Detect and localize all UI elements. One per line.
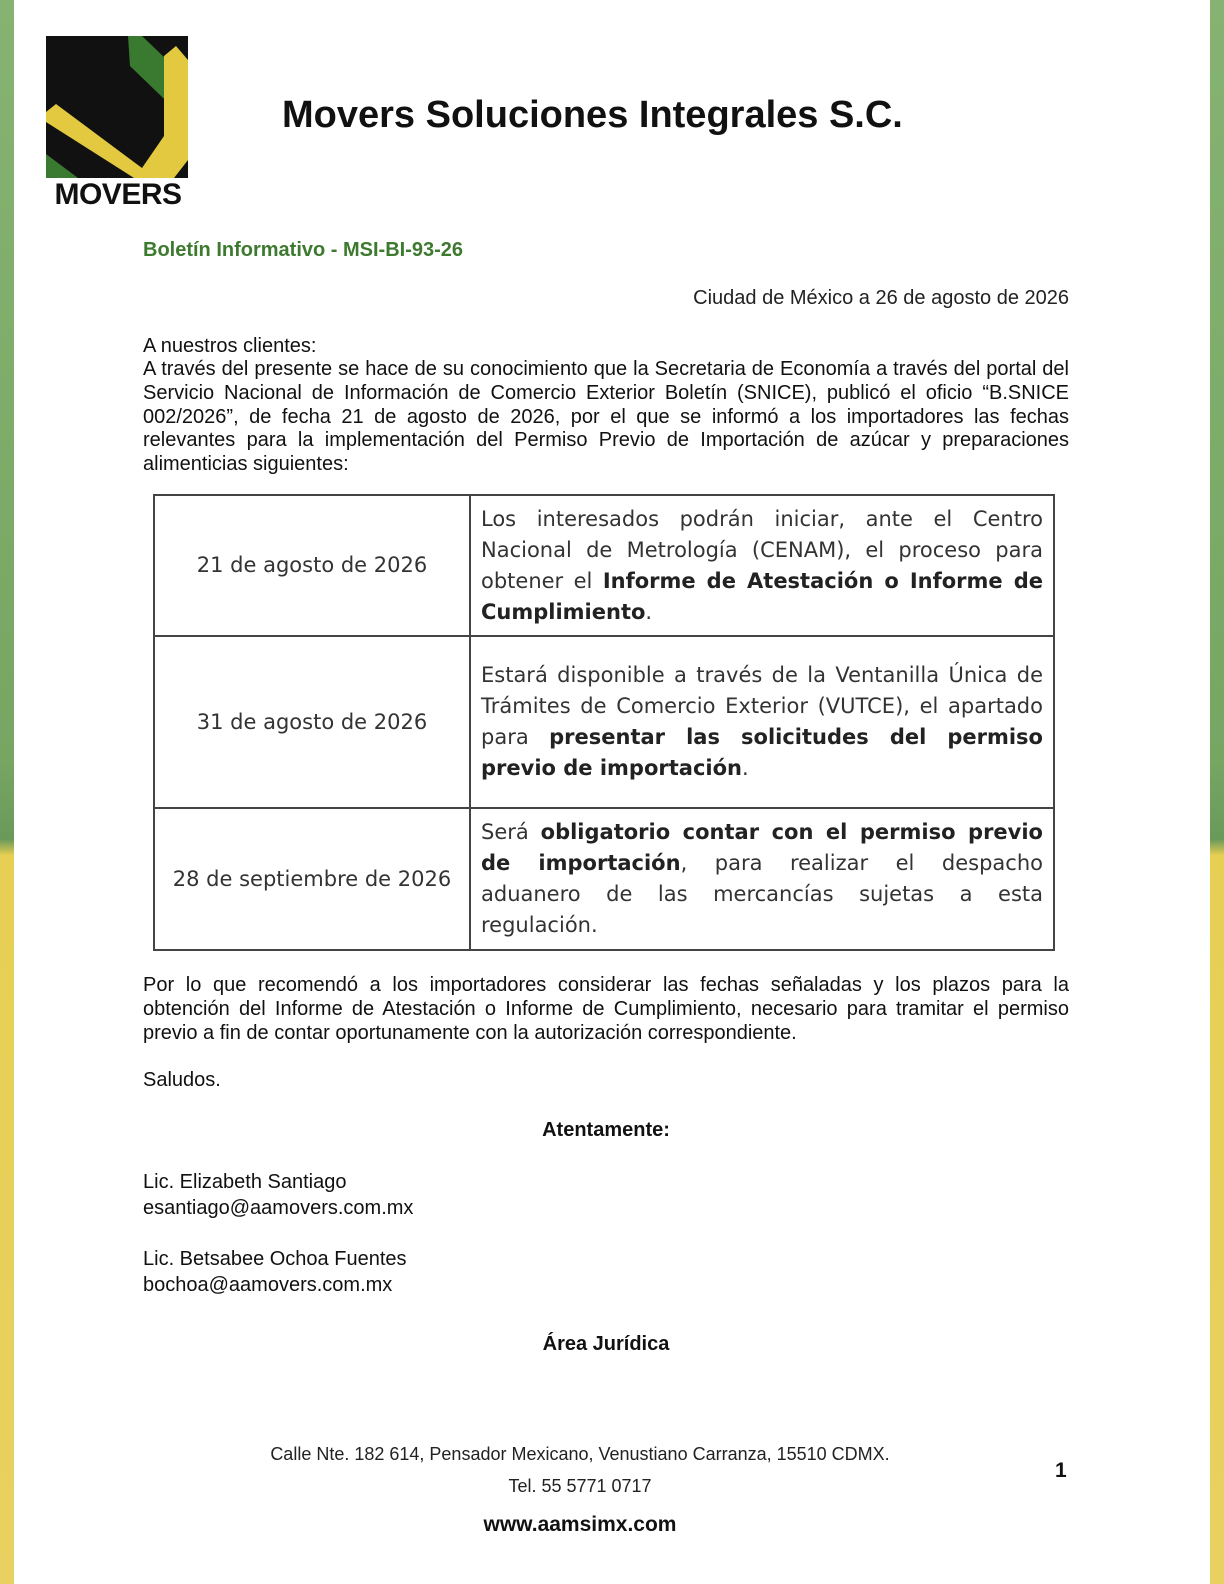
sign-off: Atentamente:: [542, 1119, 670, 1141]
table-row: [154, 636, 1054, 808]
table-row: [154, 808, 1054, 950]
contact-name: Lic. Betsabee Ochoa Fuentes: [143, 1248, 407, 1270]
schedule-date: 21 de agosto de 2026: [154, 495, 470, 636]
logo-wordmark: MOVERS: [54, 178, 182, 211]
schedule-description: Será obligatorio contar con el permiso previo de importación, para realizar el despacho aduanero de las mercancías sujetas a esta regulación.: [470, 808, 1054, 950]
contact-block: [143, 1169, 413, 1221]
contact-block: [143, 1246, 407, 1298]
bulletin-title: Boletín Informativo - MSI-BI-93-26: [143, 239, 464, 261]
contact-name: Lic. Elizabeth Santiago: [143, 1171, 347, 1193]
recommendation-paragraph: Por lo que recomendó a los importadores considerar las fechas señaladas y los plazos para la obtención del Informe de Atestación o Informe de Cumplimiento, necesario para tramitar el permiso previo a fin de contar oportunamente con la autorización correspondiente.: [143, 974, 1069, 1044]
footer-address: Calle Nte. 182 614, Pensador Mexicano, Venustiano Carranza, 15510 CDMX.: [270, 1444, 890, 1464]
schedule-table: [153, 494, 1055, 951]
company-name: Movers Soluciones Integrales S.C.: [282, 94, 903, 136]
closing: Saludos.: [143, 1069, 221, 1091]
dateline: Ciudad de México a 26 de agosto de 2026: [693, 287, 1069, 309]
contact-email[interactable]: esantiago@aamovers.com.mx: [143, 1197, 414, 1219]
schedule-description: Estará disponible a través de la Ventanilla Única de Trámites de Comercio Exterior (VUTCE), el apartado para presentar las solicitudes del permiso previo de importación.: [470, 636, 1054, 808]
page-number: 1: [1055, 1459, 1067, 1482]
schedule-date: 31 de agosto de 2026: [154, 636, 470, 808]
intro-paragraph: A través del presente se hace de su conocimiento que la Secretaria de Economía a través del portal del Servicio Nacional de Información de Comercio Exterior Boletín (SNICE), publicó el oficio “B.SNICE 002/2026”, de fecha 21 de agosto de 2026, por el que se informó a los importadores las fechas relevantes para la implementación del Permiso Previo de Importación de azúcar y preparaciones alimenticias siguientes:: [143, 358, 1069, 476]
schedule-description: Los interesados podrán iniciar, ante el Centro Nacional de Metrología (CENAM), el proceso para obtener el Informe de Atestación o Informe de Cumplimiento.: [470, 495, 1054, 636]
contact-email[interactable]: bochoa@aamovers.com.mx: [143, 1274, 393, 1296]
department: Área Jurídica: [542, 1333, 670, 1355]
schedule-date: 28 de septiembre de 2026: [154, 808, 470, 950]
footer-phone: Tel. 55 5771 0717: [508, 1476, 652, 1496]
footer-website[interactable]: www.aamsimx.com: [483, 1513, 677, 1536]
greeting: A nuestros clientes:: [143, 335, 317, 357]
table-row: [154, 495, 1054, 636]
